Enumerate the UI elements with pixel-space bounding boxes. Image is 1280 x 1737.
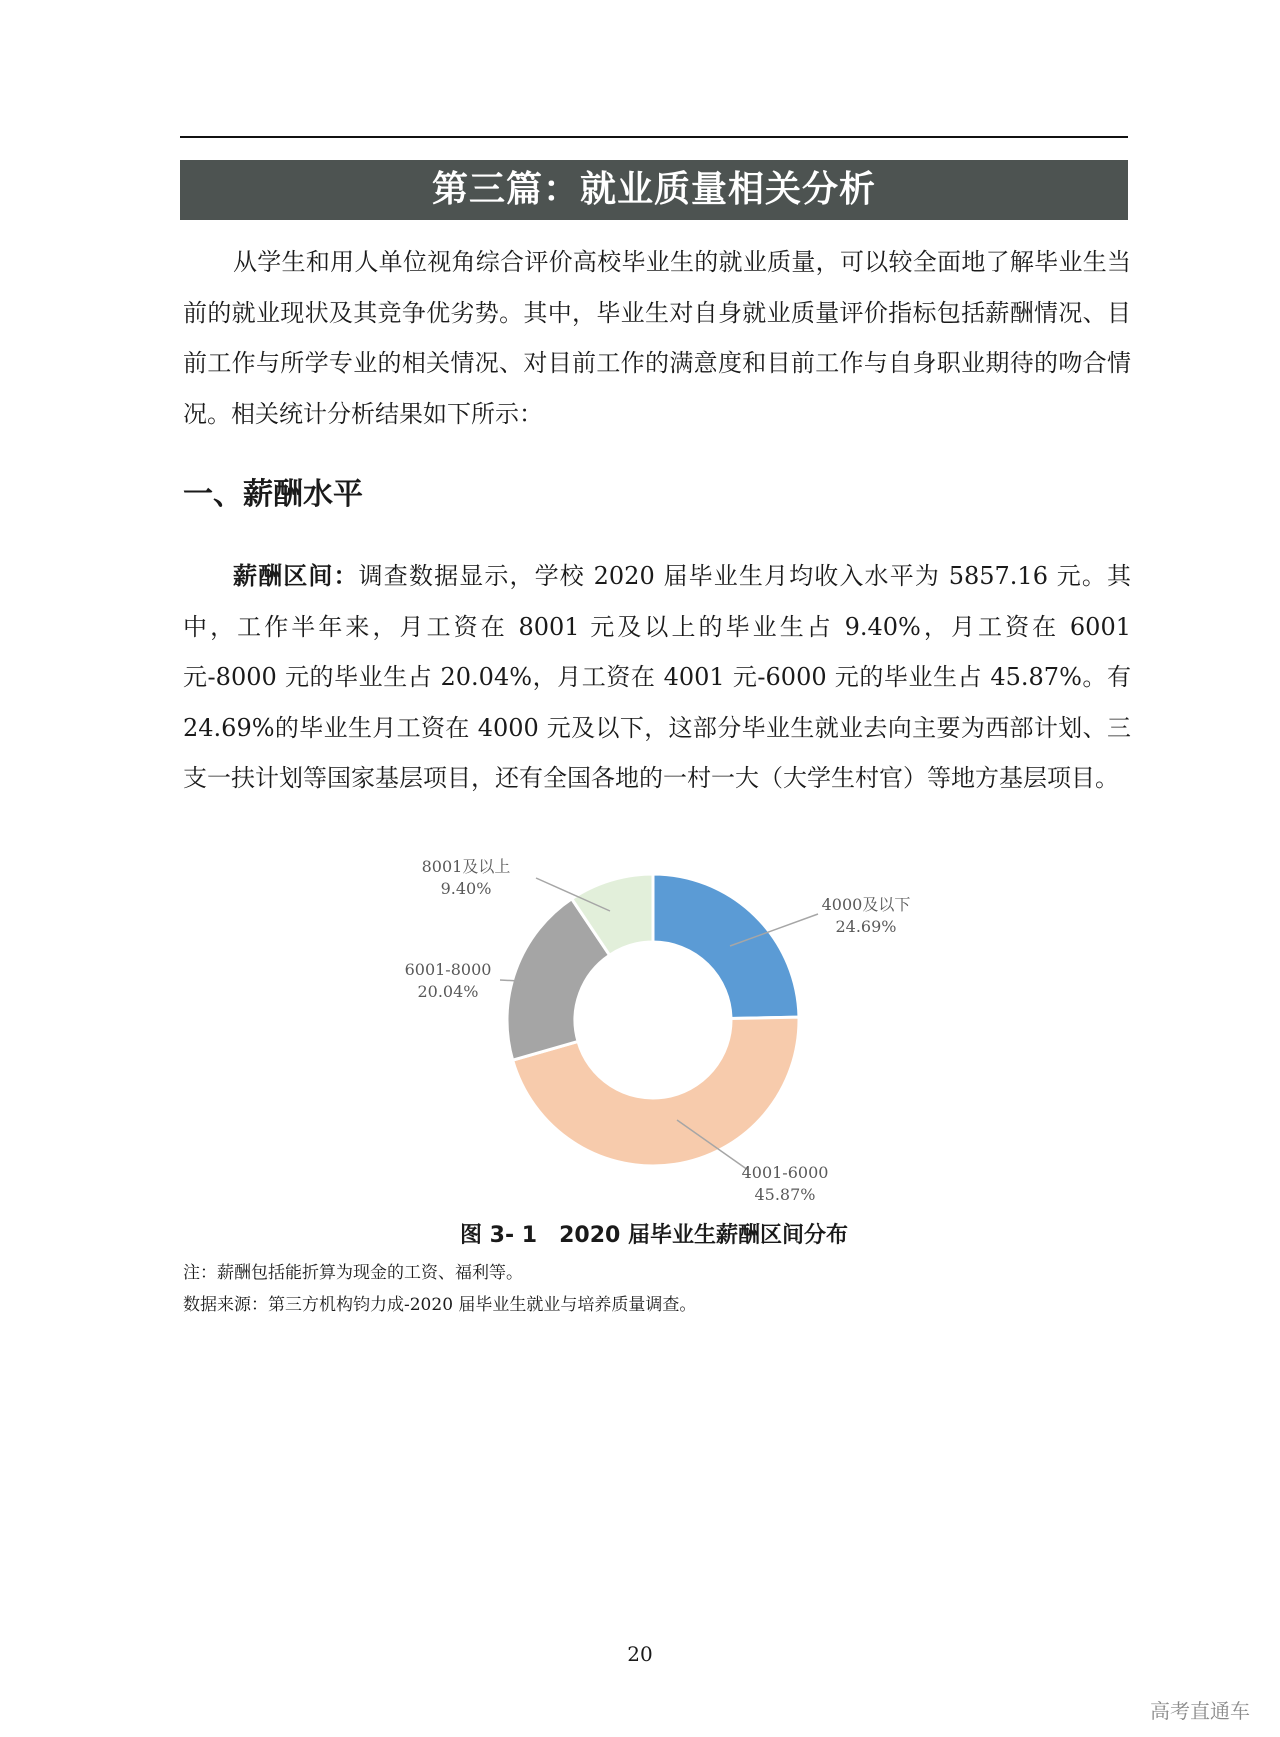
donut-svg xyxy=(380,840,940,1210)
salary-paragraph xyxy=(183,551,1131,804)
leader-line-6001-8000 xyxy=(500,980,520,981)
slice-label-4001-6000: 4001-6000 xyxy=(741,1163,829,1182)
slice-label-8001及以上: 8001及以上 xyxy=(421,857,511,876)
salary-body: 调查数据显示，学校 2020 届毕业生月均收入水平为 5857.16 元。其中，工作半年来，月工资在 8001 元及以上的毕业生占 9.40%，月工资在 6001 元-8000 元的毕业生占 20.04%，月工资在 4001 元-6000 元的毕业生占 45.87%。有 24.69%的毕业生月工资在 4000 元及以下，这部分毕业生就业去向主要为西部计划、三支一扶计划等国家基层项目，还有全国各地的一村一大（大学生村官）等地方基层项目。 xyxy=(183,562,1131,792)
figure-caption: 图 3- 1 2020 届毕业生薪酬区间分布 xyxy=(460,1223,848,1248)
slice-value-4000及以下: 24.69% xyxy=(835,917,897,936)
donut-slice-4000及以下 xyxy=(653,874,799,1018)
section-heading: 一、薪酬水平 xyxy=(183,477,363,512)
salary-donut-chart xyxy=(380,840,940,1210)
slice-label-6001-8000: 6001-8000 xyxy=(404,960,492,979)
slice-value-6001-8000: 20.04% xyxy=(417,982,479,1001)
watermark: 高考直通车 xyxy=(1150,1699,1250,1723)
slice-value-4001-6000: 45.87% xyxy=(754,1185,816,1204)
page-number: 20 xyxy=(627,1642,653,1666)
top-rule xyxy=(180,136,1128,138)
chapter-title: 第三篇：就业质量相关分析 xyxy=(180,160,1128,220)
salary-lead-label: 薪酬区间： xyxy=(233,562,359,590)
slice-value-8001及以上: 9.40% xyxy=(440,879,492,898)
figure-note: 注：薪酬包括能折算为现金的工资、福利等。 xyxy=(183,1263,523,1283)
slice-label-4000及以下: 4000及以下 xyxy=(821,895,911,914)
figure-source: 数据来源：第三方机构钧力成-2020 届毕业生就业与培养质量调查。 xyxy=(183,1295,697,1315)
intro-paragraph: 从学生和用人单位视角综合评价高校毕业生的就业质量，可以较全面地了解毕业生当前的就业现状及其竞争优劣势。其中，毕业生对自身就业质量评价指标包括薪酬情况、目前工作与所学专业的相关情况、对目前工作的满意度和目前工作与自身职业期待的吻合情况。相关统计分析结果如下所示： xyxy=(183,248,1131,428)
